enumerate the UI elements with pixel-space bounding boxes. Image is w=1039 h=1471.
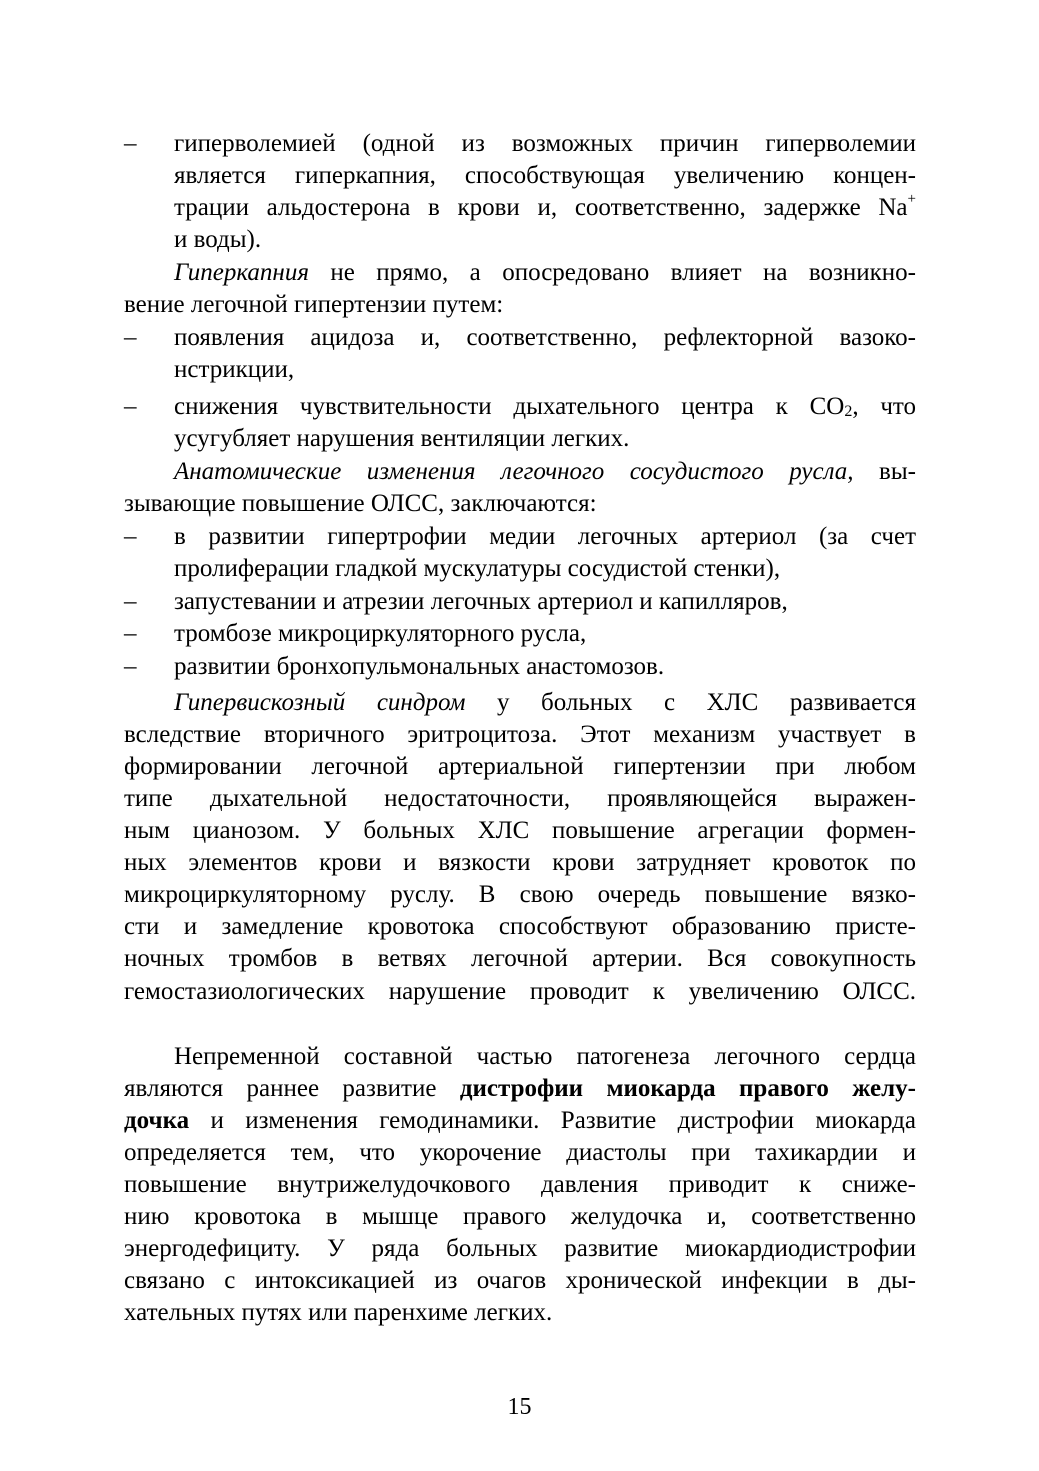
text: у больных с ХЛС развивается (465, 689, 916, 716)
bullet-acidosis-line-1: появления ацидоза и, соответственно, рефлекторной вазоко- (174, 324, 916, 351)
para-hyperviscosity-line-1 (174, 687, 916, 719)
para-myocardium-line: повышение внутрижелудочкового давления приводит к сниже- (124, 1171, 916, 1198)
para-hyperviscosity-line: сти и замедление кровотока способствуют образованию присте- (124, 913, 916, 940)
bullet-thrombosis: тромбозе микроциркуляторного русла, (174, 620, 587, 647)
para-hyperviscosity-line: микроциркуляторному руслу. В свою очередь повышение вязко- (124, 881, 916, 908)
para-myocardium-line: энергодефициту. У ряда больных развитие миокардиодистрофии (124, 1235, 916, 1262)
text: , что (852, 393, 916, 420)
para-hyperviscosity-line: гемостазиологических нарушение проводит к увеличению ОЛСС. (124, 978, 916, 1005)
text: не прямо, а опосредовано влияет на возникно- (308, 259, 916, 286)
list-dash: – (124, 523, 137, 550)
para-myocardium-line-2 (124, 1073, 916, 1105)
para-myocardium-line: хательных путях или паренхиме легких. (124, 1299, 553, 1326)
para-anatomical-line-1 (174, 456, 916, 488)
list-dash: – (124, 130, 137, 157)
para-hyperviscosity-line: типе дыхательной недостаточности, проявляющейся выражен- (124, 785, 916, 812)
para-myocardium-line: нию кровотока в мышце правого желудочка и, соответственно (124, 1203, 916, 1230)
bullet-atresia: запустевании и атрезии легочных артериол и капилляров, (174, 588, 788, 615)
text: снижения чувствительности дыхательного центра к CO (174, 393, 845, 420)
para-myocardium-line: связано с интоксикацией из очагов хронической инфекции в ды- (124, 1267, 916, 1294)
text: являются раннее развитие (124, 1075, 460, 1102)
text: трации альдостерона в крови и, соответственно, задержке Na (174, 194, 908, 221)
bold-term: дистрофии миокарда правого желу- (459, 1075, 916, 1102)
para-hyperviscosity-line: ночных тромбов в ветвях легочной артерии. Вся совокупность (124, 945, 916, 972)
list-dash: – (124, 588, 137, 615)
para-myocardium-line-3 (124, 1105, 916, 1137)
bullet-hypervolemia-line-3 (174, 192, 916, 224)
para-hyperviscosity-line: вследствие вторичного эритроцитоза. Этот механизм участвует в (124, 721, 916, 748)
para-hypercapnia-line-2: вение легочной гипертензии путем: (124, 291, 504, 318)
bullet-hypervolemia-line-2: является гиперкапния, способствующая увеличению концен- (174, 162, 916, 189)
text: вы- (853, 458, 916, 485)
para-anatomical-line-2: зывающие повышение ОЛСС, заключаются: (124, 490, 597, 517)
italic-term: Анатомические изменения легочного сосудистого русла, (174, 458, 854, 485)
list-dash: – (124, 653, 137, 680)
bullet-anastomoses: развитии бронхопульмональных анастомозов. (174, 653, 665, 680)
italic-term: Гиперкапния (174, 259, 309, 286)
bullet-hypertrophy-line-2: пролиферации гладкой мускулатуры сосудистой стенки), (174, 555, 781, 582)
para-myocardium-line: определяется тем, что укорочение диастолы при тахикардии и (124, 1139, 916, 1166)
superscript: + (907, 190, 916, 207)
bullet-hypertrophy-line-1: в развитии гипертрофии медии легочных артериол (за счет (174, 523, 916, 550)
bullet-sensitivity-line-1 (174, 391, 916, 423)
bold-term: дочка (124, 1107, 190, 1134)
bullet-hypervolemia-line-1: гиперволемией (одной из возможных причин гиперволемии (174, 130, 916, 157)
bullet-hypervolemia-line-4: и воды). (174, 226, 262, 253)
para-hyperviscosity-line: формировании легочной артериальной гипертензии при любом (124, 753, 916, 780)
para-hypercapnia-line-1 (174, 257, 916, 289)
para-hyperviscosity-line: ным цианозом. У больных ХЛС повышение агрегации формен- (124, 817, 916, 844)
list-dash: – (124, 324, 137, 351)
italic-term: Гипервискозный синдром (174, 689, 466, 716)
bullet-sensitivity-line-2: усугубляет нарушения вентиляции легких. (174, 425, 630, 452)
subscript: 2 (844, 403, 853, 420)
para-myocardium-line-1: Непременной составной частью патогенеза легочного сердца (174, 1043, 916, 1070)
para-hyperviscosity-line: ных элементов крови и вязкости крови затрудняет кровоток по (124, 849, 916, 876)
page-number: 15 (507, 1394, 532, 1420)
bullet-acidosis-line-2: нстрикции, (174, 356, 295, 383)
text: и изменения гемодинамики. Развитие дистрофии миокарда (189, 1107, 916, 1134)
list-dash: – (124, 620, 137, 647)
list-dash: – (124, 393, 137, 420)
